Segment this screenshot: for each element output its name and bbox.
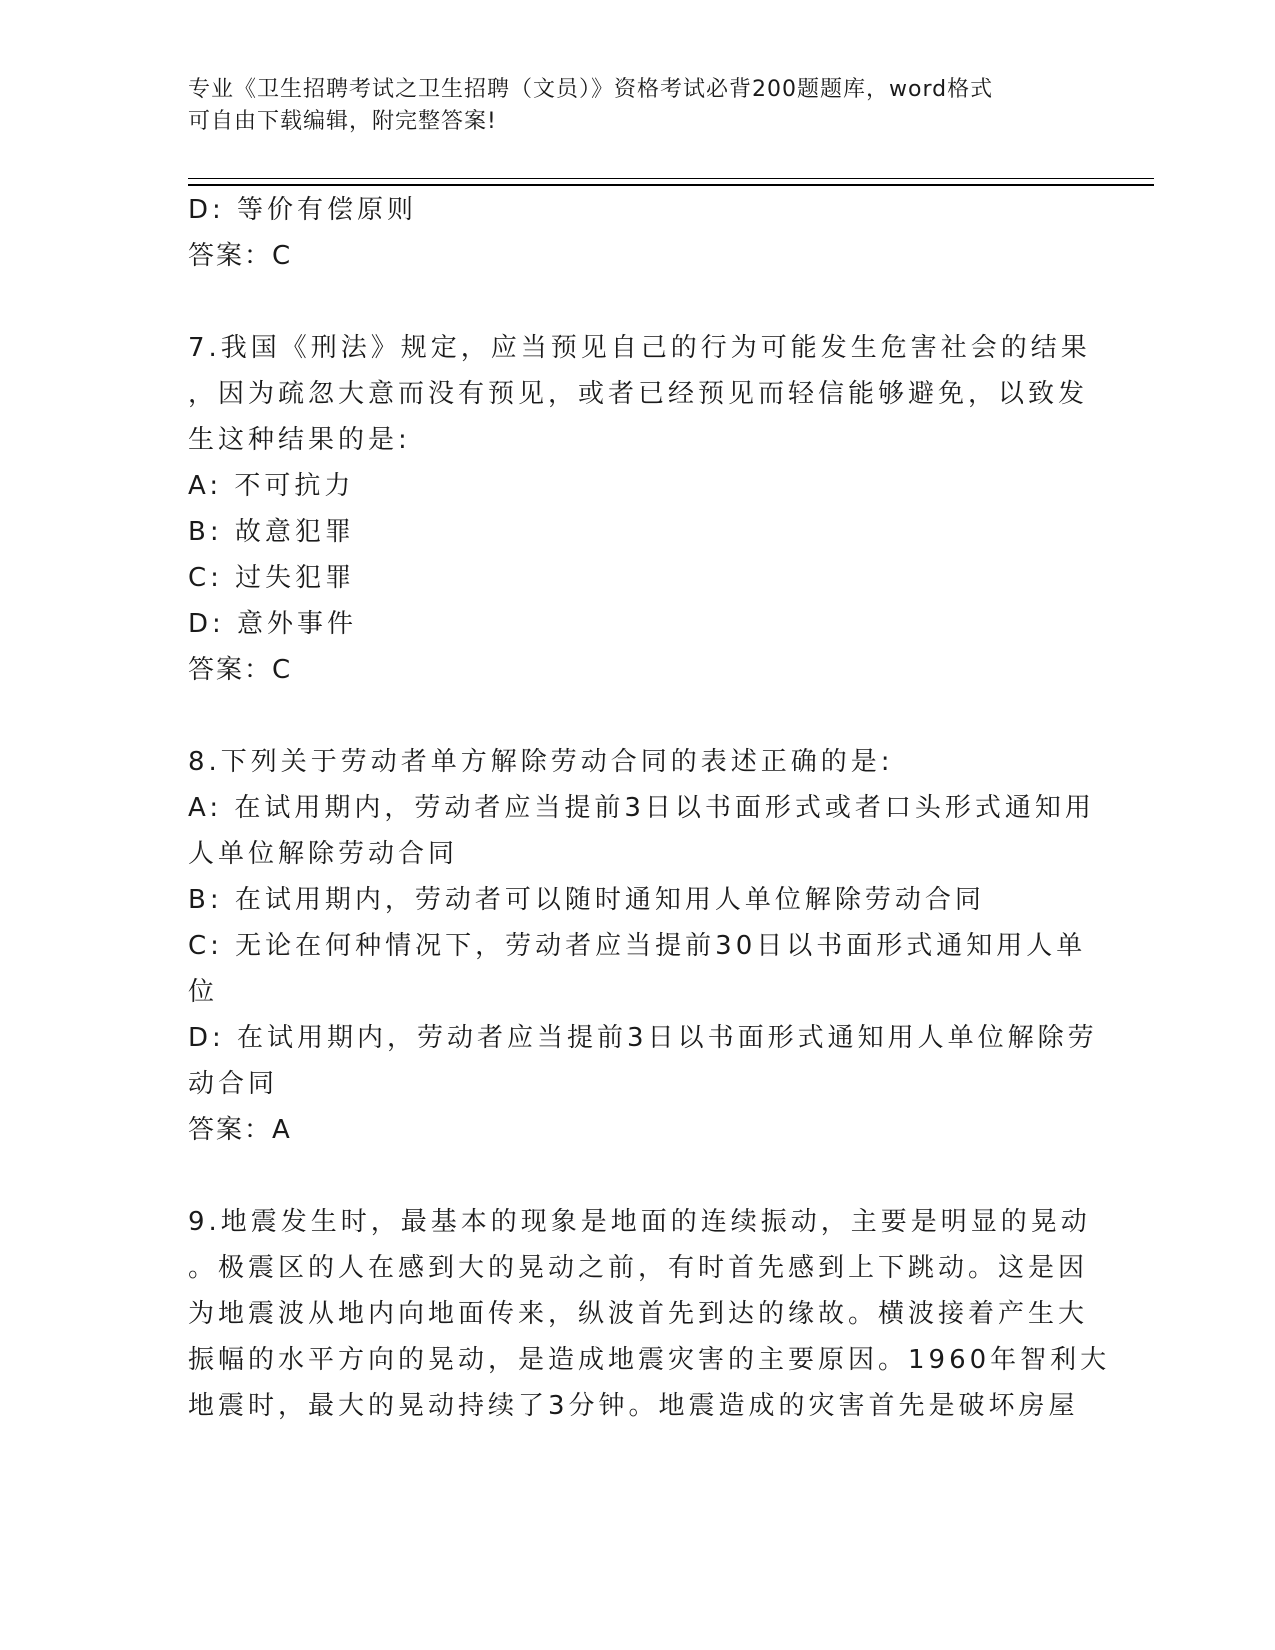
- question-8-option-c-line-2: 位: [188, 977, 219, 1007]
- question-9-line-1: 9.地震发生时，最基本的现象是地面的连续振动，主要是明显的晃动: [188, 1207, 1091, 1237]
- question-9-line-2: 。极震区的人在感到大的晃动之前，有时首先感到上下跳动。这是因: [188, 1253, 1089, 1283]
- question-9-line-5: 地震时，最大的晃动持续了3分钟。地震造成的灾害首先是破坏房屋: [188, 1391, 1079, 1421]
- question-7-option-d: D: 意外事件: [188, 609, 358, 639]
- document-body: [188, 187, 1111, 1429]
- question-8-option-a-line-2: 人单位解除劳动合同: [188, 839, 459, 869]
- question-9-line-3: 为地震波从地内向地面传来，纵波首先到达的缘故。横波接着产生大: [188, 1299, 1089, 1329]
- header-line-1: 专业《卫生招聘考试之卫生招聘（文员）》资格考试必背200题题库，word格式: [188, 77, 994, 102]
- question-8-answer: 答案：A: [188, 1115, 292, 1145]
- question-7-line-2: ，因为疏忽大意而没有预见，或者已经预见而轻信能够避免，以致发: [188, 379, 1089, 409]
- question-7-line-3: 生这种结果的是:: [188, 425, 411, 455]
- question-7-option-b: B: 故意犯罪: [188, 517, 355, 547]
- question-8: [188, 739, 1098, 1153]
- question-8-option-a-line-1: A: 在试用期内，劳动者应当提前3日以书面形式或者口头形式通知用: [188, 793, 1095, 823]
- question-8-option-d-line-1: D: 在试用期内，劳动者应当提前3日以书面形式通知用人单位解除劳: [188, 1023, 1098, 1053]
- question-7-line-1: 7.我国《刑法》规定，应当预见自己的行为可能发生危害社会的结果: [188, 333, 1091, 363]
- page-header: [188, 74, 1068, 138]
- question-8-option-b: B: 在试用期内，劳动者可以随时通知用人单位解除劳动合同: [188, 885, 985, 915]
- question-7: [188, 325, 1091, 693]
- question-7-option-a: A: 不可抗力: [188, 471, 355, 501]
- prev-answer: 答案：C: [188, 241, 293, 271]
- question-8-option-c-line-1: C: 无论在何种情况下，劳动者应当提前30日以书面形式通知用人单: [188, 931, 1087, 961]
- question-8-option-d-line-2: 动合同: [188, 1069, 279, 1099]
- question-7-option-c: C: 过失犯罪: [188, 563, 356, 593]
- question-9: [188, 1199, 1111, 1429]
- question-9-line-4: 振幅的水平方向的晃动，是造成地震灾害的主要原因。1960年智利大: [188, 1345, 1111, 1375]
- question-7-answer: 答案：C: [188, 655, 293, 685]
- question-8-text: 8.下列关于劳动者单方解除劳动合同的表述正确的是:: [188, 747, 894, 777]
- header-line-2: 可自由下载编辑，附完整答案!: [188, 109, 497, 134]
- header-divider: [188, 178, 1154, 186]
- prev-option-d: D: 等价有偿原则: [188, 195, 418, 225]
